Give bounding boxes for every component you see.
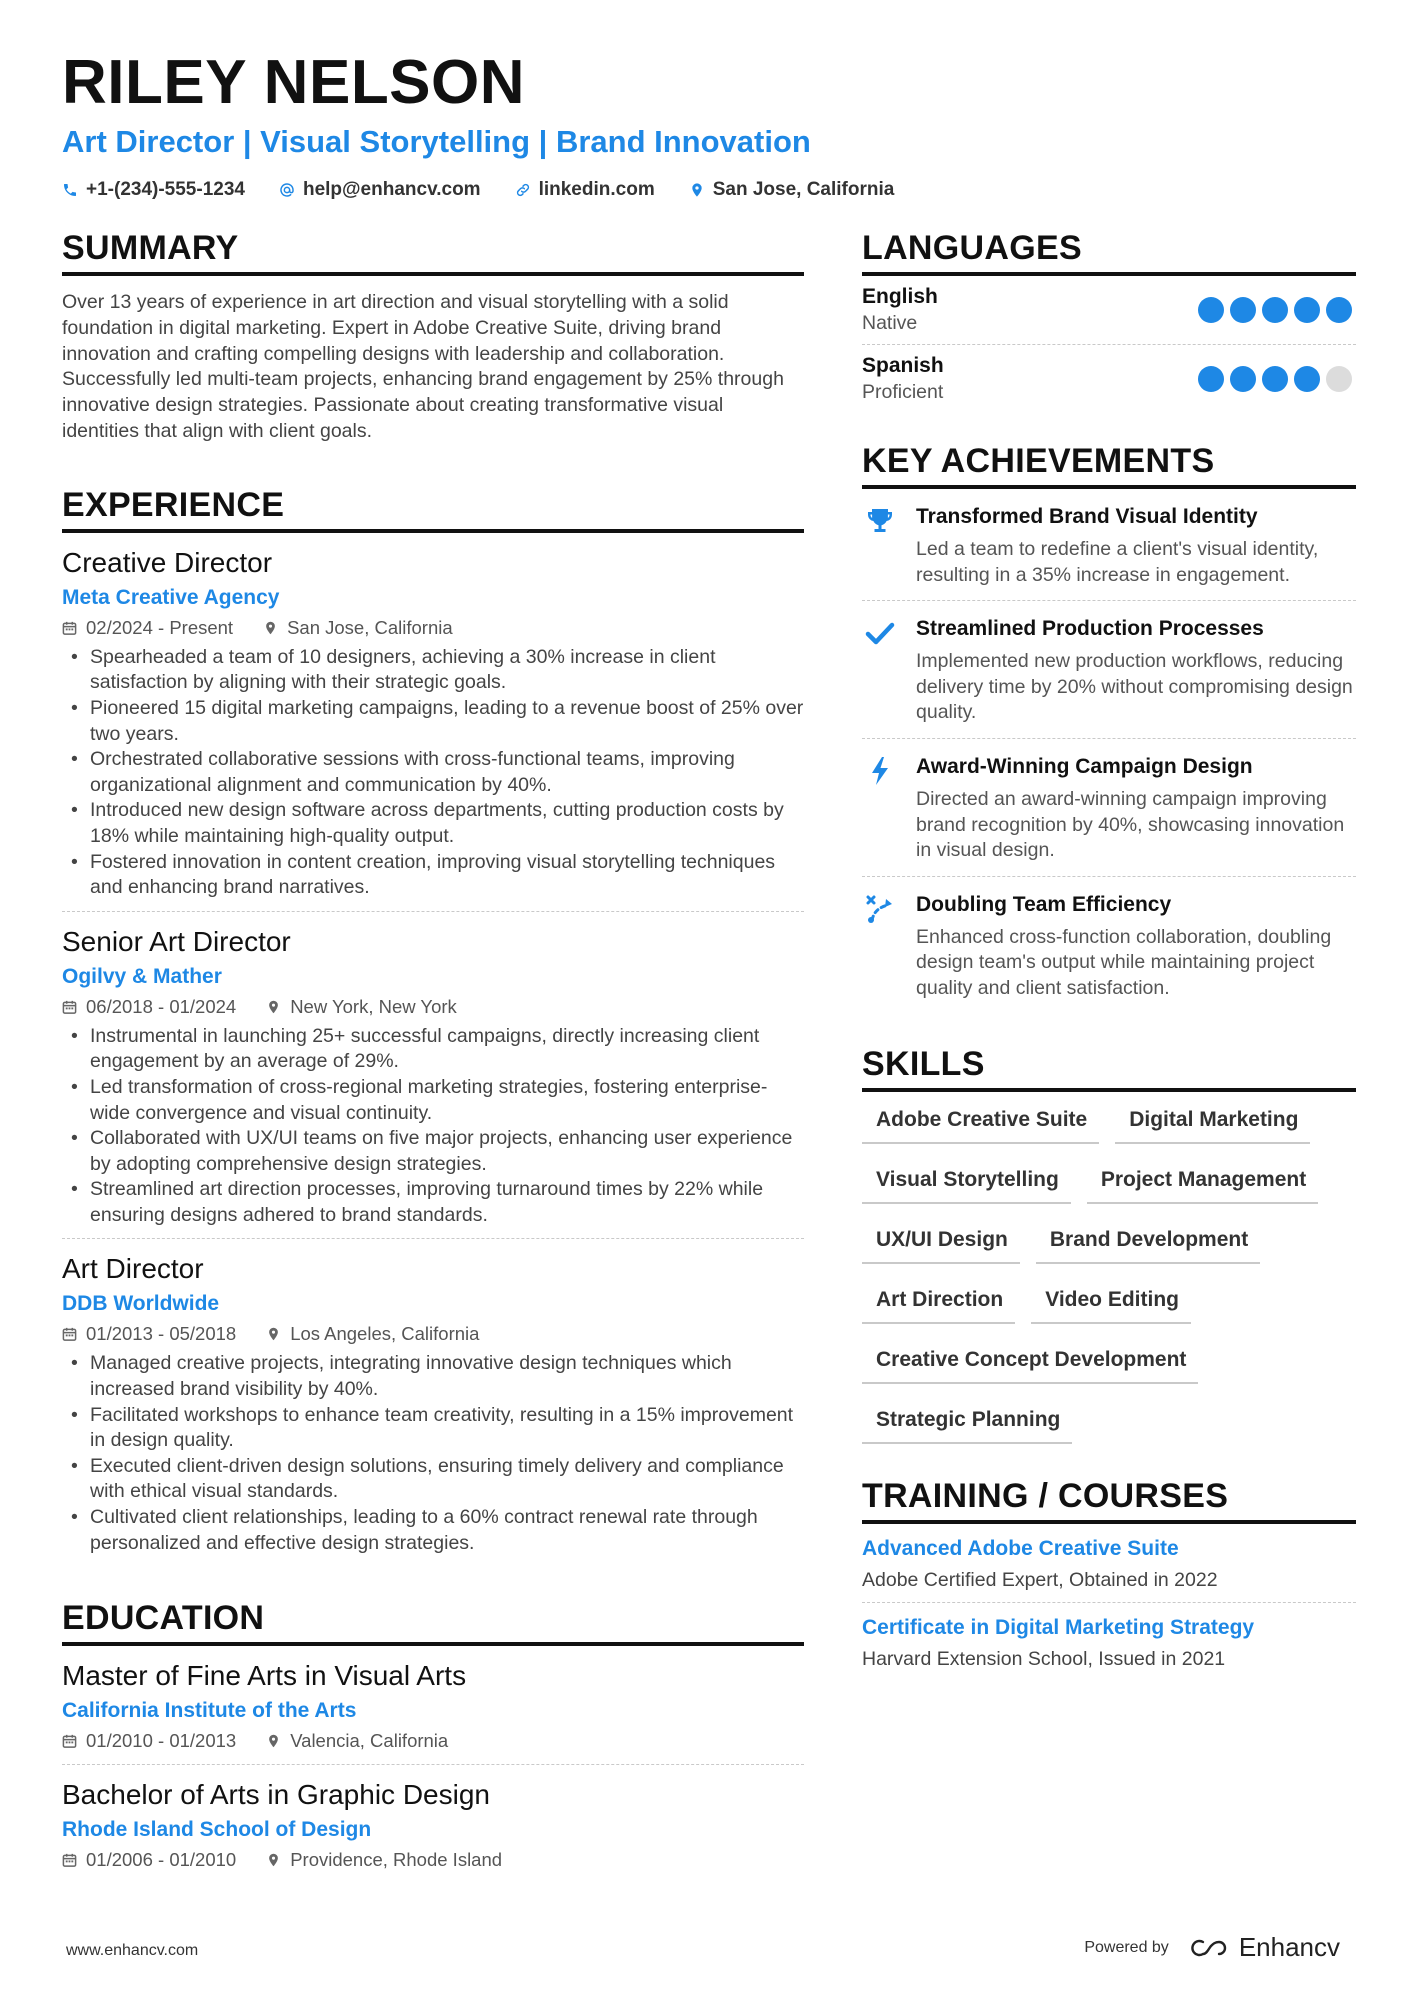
- course-desc: Adobe Certified Expert, Obtained in 2022: [862, 1568, 1218, 1591]
- job-dates: 02/2024 - Present: [62, 615, 233, 641]
- location-pin-icon: [263, 620, 278, 636]
- job-meta: [62, 615, 804, 641]
- location-pin-icon: [266, 1326, 281, 1342]
- rating-dot-filled: [1326, 297, 1352, 323]
- bullet: • Managed creative projects, integrating innovative design techniques which increased brand visibility by 40%.: [62, 1351, 804, 1402]
- footer-branding: [1084, 1932, 1340, 1963]
- brand-logo[interactable]: [1187, 1932, 1340, 1963]
- bullet: • Executed client-driven design solutions, ensuring timely delivery and compliance with ethical visual standards.: [62, 1454, 804, 1505]
- achievements-section: [862, 441, 1356, 1014]
- experience-item: [62, 533, 804, 912]
- lightning-icon: [862, 753, 898, 864]
- calendar-icon: [62, 1852, 77, 1868]
- experience-item: [62, 912, 804, 1240]
- calendar-icon: [62, 620, 77, 636]
- education-meta: [62, 1728, 804, 1754]
- job-bullets: [62, 1351, 804, 1556]
- skill-tag: UX/UI Design: [862, 1226, 1020, 1264]
- section-title-training: TRAINING / COURSES: [862, 1476, 1356, 1524]
- language-name: Spanish: [862, 354, 944, 377]
- training-section: [862, 1476, 1356, 1681]
- job-location: Los Angeles, California: [266, 1321, 479, 1347]
- achievement-title: Doubling Team Efficiency: [916, 892, 1172, 916]
- footer-website[interactable]: www.enhancv.com: [66, 1942, 199, 1959]
- section-title-achievements: KEY ACHIEVEMENTS: [862, 441, 1356, 489]
- section-title-skills: SKILLS: [862, 1044, 1356, 1092]
- enhancv-logo-icon: [1187, 1936, 1231, 1960]
- at-icon: [279, 182, 295, 198]
- job-dates: 01/2013 - 05/2018: [62, 1321, 236, 1347]
- left-column: [62, 228, 804, 1883]
- resume-header: [62, 48, 1352, 202]
- location-pin-icon: [266, 1733, 281, 1749]
- language-item: [862, 276, 1356, 345]
- course-item: [862, 1603, 1356, 1681]
- education-meta: [62, 1847, 804, 1873]
- calendar-icon: [62, 1326, 77, 1342]
- section-title-summary: SUMMARY: [62, 228, 804, 276]
- summary-text: Over 13 years of experience in art direction and visual storytelling with a solid foundation in digital marketing. Expert in Adobe Creative Suite, driving brand innovation and crafting compelling designs with leadership and collaboration. Successfully led multi-team projects, enhancing brand engagement by 25% through innovative design strategies. Passionate about creating transformative visual identities that align with client goals.: [62, 291, 784, 442]
- school-name: Rhode Island School of Design: [62, 1818, 372, 1842]
- rating-dot-filled: [1262, 366, 1288, 392]
- bullet: • Cultivated client relationships, leading to a 60% contract renewal rate through personalized and effective design strategies.: [62, 1505, 804, 1556]
- rating-dot-filled: [1294, 297, 1320, 323]
- languages-section: [862, 228, 1356, 413]
- job-bullets: [62, 645, 804, 901]
- job-meta: [62, 994, 804, 1020]
- rating-dot-filled: [1230, 297, 1256, 323]
- achievement-desc: Directed an award-winning campaign improving brand recognition by 40%, showcasing innovation in visual design.: [916, 787, 1345, 862]
- job-location: New York, New York: [266, 994, 457, 1020]
- email-text: help@enhancv.com: [302, 179, 481, 200]
- bullet: • Fostered innovation in content creation, improving visual storytelling techniques and enhancing brand narratives.: [62, 850, 804, 901]
- skill-tag: Adobe Creative Suite: [862, 1106, 1099, 1144]
- section-title-languages: LANGUAGES: [862, 228, 1356, 276]
- education-location: Valencia, California: [266, 1728, 448, 1754]
- achievement-title: Streamlined Production Processes: [916, 617, 1264, 641]
- skill-tag: Brand Development: [1036, 1226, 1260, 1264]
- skill-tag: Video Editing: [1031, 1286, 1191, 1324]
- section-title-experience: EXPERIENCE: [62, 485, 804, 533]
- phone-text: +1-(234)-555-1234: [86, 179, 245, 200]
- school-name: California Institute of the Arts: [62, 1699, 357, 1723]
- contact-location: [689, 178, 895, 202]
- course-title: Advanced Adobe Creative Suite: [862, 1536, 1179, 1560]
- calendar-icon: [62, 1733, 77, 1749]
- job-meta: [62, 1321, 804, 1347]
- achievement-desc: Enhanced cross-function collaboration, doubling design team's output while maintaining project quality and client satisfaction.: [916, 925, 1332, 999]
- achievement-item: [862, 489, 1356, 601]
- education-location: Providence, Rhode Island: [266, 1847, 502, 1873]
- rating-dot-filled: [1230, 366, 1256, 392]
- rating-dot-filled: [1198, 297, 1224, 323]
- course-title: Certificate in Digital Marketing Strategy: [862, 1615, 1255, 1639]
- bullet: • Pioneered 15 digital marketing campaigns, leading to a revenue boost of 25% over two years.: [62, 696, 804, 747]
- rating-dot-filled: [1294, 366, 1320, 392]
- summary-section: [62, 228, 804, 445]
- language-level: Proficient: [862, 381, 944, 403]
- experience-section: [62, 485, 804, 1566]
- bullet: • Orchestrated collaborative sessions with cross-functional teams, improving organizational alignment and communication by 40%.: [62, 747, 804, 798]
- job-role: Creative Director: [62, 546, 273, 578]
- bullet: • Spearheaded a team of 10 designers, achieving a 30% increase in client satisfaction by aligning with their strategic goals.: [62, 645, 804, 696]
- section-title-education: EDUCATION: [62, 1598, 804, 1646]
- skill-tag: Project Management: [1087, 1166, 1318, 1204]
- language-name: English: [862, 285, 938, 308]
- job-dates: 06/2018 - 01/2024: [62, 994, 236, 1020]
- skill-tag: Strategic Planning: [862, 1406, 1072, 1444]
- bullet: • Collaborated with UX/UI teams on five major projects, enhancing user experience by adopting comprehensive design strategies.: [62, 1126, 804, 1177]
- language-rating: [1198, 366, 1352, 392]
- link-icon: [515, 182, 531, 198]
- brand-name: Enhancv: [1238, 1932, 1340, 1962]
- language-level: Native: [862, 312, 918, 334]
- contact-phone[interactable]: [62, 178, 245, 202]
- education-section: [62, 1598, 804, 1883]
- rating-dot-filled: [1198, 366, 1224, 392]
- location-pin-icon: [266, 999, 281, 1015]
- achievement-item: [862, 739, 1356, 877]
- linkedin-text: linkedin.com: [538, 179, 655, 200]
- phone-icon: [62, 182, 78, 198]
- contact-bar: [62, 178, 1352, 202]
- achievement-item: [862, 601, 1356, 739]
- degree: Bachelor of Arts in Graphic Design: [62, 1779, 490, 1811]
- education-dates: 01/2010 - 01/2013: [62, 1728, 236, 1754]
- skills-list: [862, 1106, 1356, 1444]
- experience-item: [62, 1239, 804, 1566]
- calendar-icon: [62, 999, 77, 1015]
- bullet: • Streamlined art direction processes, improving turnaround times by 22% while ensuring designs adhered to brand standards.: [62, 1177, 804, 1228]
- location-text: San Jose, California: [712, 179, 895, 200]
- rating-dot-empty: [1326, 366, 1352, 392]
- contact-linkedin[interactable]: [515, 178, 655, 202]
- strategy-icon: [862, 891, 898, 1002]
- company-name: Ogilvy & Mather: [62, 964, 222, 988]
- job-bullets: [62, 1024, 804, 1229]
- contact-email[interactable]: [279, 178, 481, 202]
- bullet: • Instrumental in launching 25+ successful campaigns, directly increasing client engagement by an average of 29%.: [62, 1024, 804, 1075]
- location-pin-icon: [689, 182, 705, 198]
- achievement-item: [862, 877, 1356, 1014]
- rating-dot-filled: [1262, 297, 1288, 323]
- achievement-title: Award-Winning Campaign Design: [916, 754, 1253, 778]
- education-dates: 01/2006 - 01/2010: [62, 1847, 236, 1873]
- right-column: [862, 228, 1356, 1681]
- achievement-desc: Led a team to redefine a client's visual identity, resulting in a 35% increase in engagement.: [916, 538, 1319, 586]
- location-pin-icon: [266, 1852, 281, 1868]
- trophy-icon: [862, 503, 898, 588]
- job-role: Senior Art Director: [62, 925, 291, 957]
- education-item: [62, 1765, 804, 1883]
- language-item: [862, 345, 1356, 413]
- skills-section: [862, 1044, 1356, 1444]
- skill-tag: Digital Marketing: [1115, 1106, 1310, 1144]
- achievement-title: Transformed Brand Visual Identity: [916, 505, 1258, 528]
- bullet: • Led transformation of cross-regional marketing strategies, fostering enterprise-wide convergence and visual continuity.: [62, 1075, 804, 1126]
- bullet: • Introduced new design software across departments, cutting production costs by 18% while maintaining high-quality output.: [62, 798, 804, 849]
- language-rating: [1198, 297, 1352, 323]
- bullet: • Facilitated workshops to enhance team creativity, resulting in a 15% improvement in design quality.: [62, 1403, 804, 1454]
- company-name: DDB Worldwide: [62, 1292, 220, 1316]
- skill-tag: Creative Concept Development: [862, 1346, 1198, 1384]
- job-role: Art Director: [62, 1253, 204, 1285]
- candidate-name: RILEY NELSON: [62, 48, 526, 117]
- job-location: San Jose, California: [263, 615, 453, 641]
- achievement-desc: Implemented new production workflows, reducing delivery time by 20% without compromising design quality.: [916, 650, 1353, 724]
- education-item: [62, 1646, 804, 1765]
- powered-by-text: Powered by: [1084, 1938, 1169, 1956]
- course-desc: Harvard Extension School, Issued in 2021: [862, 1647, 1226, 1670]
- skill-tag: Visual Storytelling: [862, 1166, 1071, 1204]
- skill-tag: Art Direction: [862, 1286, 1015, 1324]
- checkmark-icon: [862, 615, 898, 726]
- degree: Master of Fine Arts in Visual Arts: [62, 1660, 467, 1692]
- course-item: [862, 1524, 1356, 1603]
- candidate-title: Art Director | Visual Storytelling | Brand Innovation: [62, 124, 811, 159]
- company-name: Meta Creative Agency: [62, 585, 280, 609]
